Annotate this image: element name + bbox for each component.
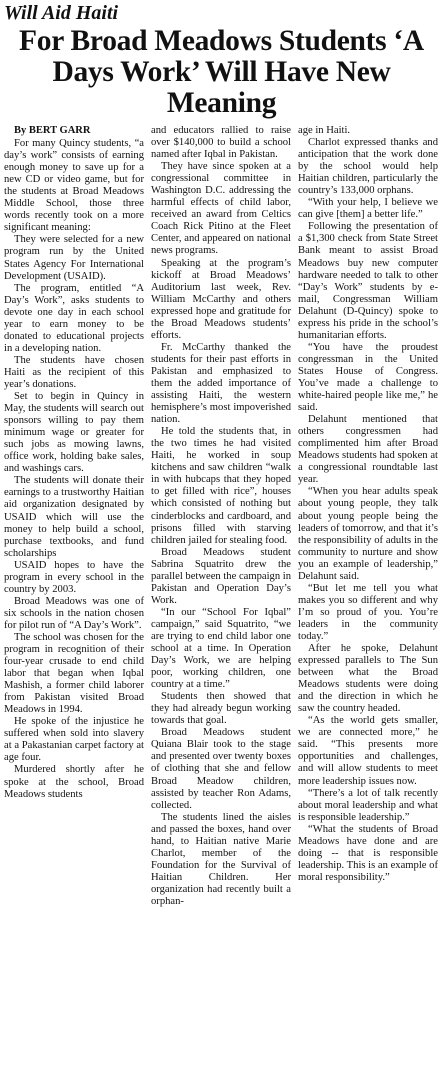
paragraph: Students then showed that they had already begun working towards that goal. [151,691,291,727]
paragraph: Following the presentation of a $1,300 check from State Street Bank meant to assist Broad Meadows buy new computer hardware needed to talk to other “Day’s Work” students by e-mail, Congressman William Delahunt (D-Quincy) spoke to express his pride in the school’s humanitarian efforts. [298,221,438,341]
paragraph: USAID hopes to have the program in every school in the country by 2003. [4,559,144,595]
paragraph: For many Quincy students, “a day’s work” consists of earning enough money to save up for a new CD or video game, but for the students at Broad Meadows Middle School, those three words recently took on a more significant meaning: [4,138,144,234]
paragraph: “You have the proudest congressman in the United States House of Congress. You’ve made a challenge to white-haired people like me,” he said. [298,341,438,414]
paragraph: “There’s a lot of talk recently about moral leadership and what is responsible leadership.” [298,787,438,823]
kicker: Will Aid Haiti [4,2,119,24]
article-column-2 [151,125,291,908]
article-column-1 [4,125,144,908]
paragraph: “In our “School For Iqbal” campaign,” said Squatrito, “we are trying to end child labor one school at a time. In Operation Day’s Work, we are helping poor, working children, one country at a time.” [151,606,291,691]
article-columns [4,125,439,908]
paragraph: and educators rallied to raise over $140,000 to build a school named after Iqbal in Pakistan. [151,125,291,161]
paragraph: The school was chosen for the program in recognition of their four-year crusade to end child labor that began when Iqbal Mashish, a former child laborer from Pakistan visited Broad Meadows in 1994. [4,631,144,716]
paragraph: Speaking at the program’s kickoff at Broad Meadows’ Auditorium last week, Rev. William McCarthy and others expressed hope and gratitude for the Broad Meadows students’ efforts. [151,257,291,341]
paragraph: “When you hear adults speak about young people, they talk about young people being the leaders of tomorrow, and that it’s the responsibility of adults in the community to nurture and show you an example of leadership,” Delahunt said. [298,486,438,582]
paragraph: They were selected for a new program run by the United States Agency For International Development (USAID). [4,234,144,282]
article-column-3 [298,125,438,908]
byline: By BERT GARR [14,125,91,136]
paragraph: Broad Meadows student Sabrina Squatrito drew the parallel between the campaign in Pakistan and Operation Day’s Work. [151,546,292,606]
paragraph: After he spoke, Delahunt expressed parallels to The Sun between what the Broad Meadows students were doing and the direction in which he saw the country headed. [298,643,438,715]
paragraph: The program, entitled “A Day’s Work”, asks students to devote one day in each school year to earn money to be donated to educational projects in a developing nation. [4,282,144,354]
headline: For Broad Meadows Students ‘A Days Work’ Will Have New Meaning [19,25,424,119]
paragraph: Fr. McCarthy thanked the students for their past efforts in Pakistan and emphasized to them the added importance of assisting Haiti, the western hemisphere’s most impoverished nation. [151,341,291,426]
paragraph: age in Haiti. [298,125,351,136]
paragraph: The students have chosen Haiti as the recipient of this year’s donations. [4,354,144,390]
paragraph: “But let me tell you what makes you so different and why I’m so proud of you. You’re leaders in the community today.” [298,582,438,642]
paragraph: “What the students of Broad Meadows have done and are doing -- that is responsible leadership. This is an example of moral responsibility.” [298,823,438,883]
paragraph: Murdered shortly after he spoke at the school, Broad Meadows students [4,764,144,800]
paragraph: The students lined the aisles and passed the boxes, hand over hand, to Haitian native Marie Charlot, member of the Foundation for the Survival of Haitian Children. Her organization had recently built a orphan- [151,811,291,907]
paragraph: Delahunt mentioned that others congressmen had complimented him after Broad Meadows students had spoken at a congressional roundtable last year. [298,414,438,486]
paragraph: The students will donate their earnings to a trustworthy Haitian aid organization designated by USAID which will use the money to help build a school, purchase textbooks, and fund scholarships [4,475,144,559]
paragraph: He spoke of the injustice he suffered when sold into slavery at a Pakastanian carpet factory at age four. [4,716,144,764]
paragraph: Broad Meadows was one of six schools in the nation chosen for pilot run of “A Day’s Work”. [4,595,144,631]
paragraph: “With your help, I believe we can give [them] a better life.” [298,197,438,221]
paragraph: Charlot expressed thanks and anticipation that the work done by the school would help Haitian children, particularly the country’s 133,000 orphans. [298,137,438,197]
paragraph: “As the world gets smaller, we are connected more,” he said. “This presents more opportunities and challenges, and will allow students to meet more leadership issues now. [298,715,438,787]
paragraph: Set to begin in Quincy in May, the students will search out sponsors willing to pay them minimum wage or greater for such jobs as mowing lawns, office work, holding bake sales, and washings cars. [4,391,144,475]
paragraph: He told the students that, in the two times he had visited Haiti, he worked in soup kitchens and saw children “walk in with hubcaps that they hoped to get filled with rice”, houses which consisted of nothing but cinderblocks and cardboard, and prisons filled with starving children jailed for stealing food. [151,426,291,546]
paragraph: They have since spoken at a congressional committee in Washington D.C. addressing the harmful effects of child labor, received an award from Celtics Coach Rick Pitino at the Fleet Center, and appeared on national news programs. [151,161,291,257]
paragraph: Broad Meadows student Quiana Blair took to the stage and presented over twenty boxes of clothing that she and fellow Broad Meadow children, assisted by teacher Ron Adams, collected. [151,727,291,811]
